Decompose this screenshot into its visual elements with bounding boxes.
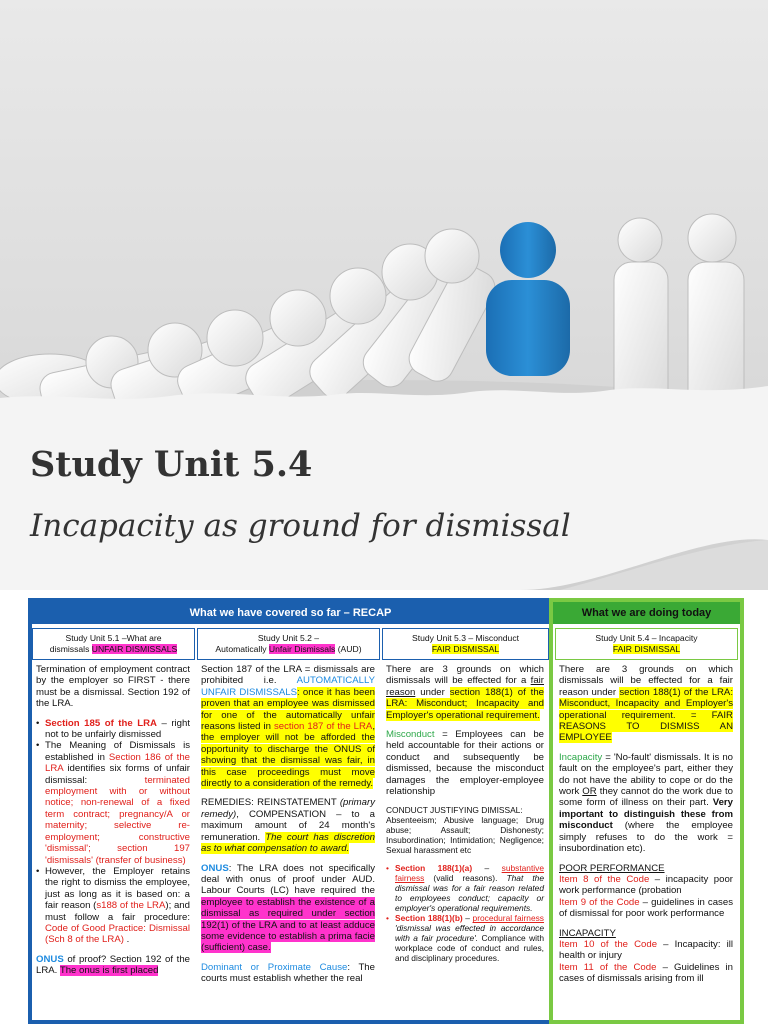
column-study-unit-5-3 <box>382 628 549 1024</box>
column-heading: Study Unit 5.4 – Incapacity FAIR DISMISSAL <box>555 628 738 660</box>
today-header: What we are doing today <box>553 602 740 624</box>
list-item: • Section 185 of the LRA – right not to be unfairly dismissed <box>36 718 190 741</box>
column-body: Section 187 of the LRA = dismissals are prohibited i.e. AUTOMATICALLY UNFAIR DISMISSALS: once it has been proven that an employee was dismissed for one of the automatically unfair reasons listed in section 187 of the LRA, the employer will not be afforded the opportunity to discharge the ONUS of showing that the dismissal was fair, in this case proceedings must move directly to a consideration of the remedy. REMEDIES: REINSTATEMENT (primary remedy), COMPENSATION – to a maximum amount of 24 month's remuneration. The court has discretion as to what compensation to award. ONUS: The LRA does not specifically deal with onus of proof under AUD. Labour Courts (LC) have required the employee to establish the existence of a dismissal as required under section 192(1) of the LRA and to at least adduce some evidence to establish a prima facie (sufficient) case. Dominant or Proximate Cause: The courts must establish whether the real <box>201 664 375 985</box>
highlight: FAIR DISMISSAL <box>431 643 500 654</box>
highlight: FAIR DISMISSAL <box>612 643 681 654</box>
list-item: • However, the Employer retains the right to dismiss the employee, just as long as it is based on: a fair reason (s188 of the LRA); and must follow a fair procedure: Code of Good Practice: Dismissal (Sch 8 of the LRA) . <box>36 866 190 946</box>
highlight: Unfair Dismissals <box>268 643 336 654</box>
column-heading: Study Unit 5.2 – Automatically Unfair Dismissals (AUD) <box>197 628 380 660</box>
list-item: • The Meaning of Dismissals is established in Section 186 of the LRA identifies six forms of unfair dismissal: terminated employment with or without notice; non-renewal of a fixed term contract; pregnancy/A or maternity; selective re-employment; constructive 'dismissal'; section 197 'dismissals' (transfer of business) <box>36 740 190 865</box>
column-heading: Study Unit 5.3 – Misconduct FAIR DISMISSAL <box>382 628 549 660</box>
column-study-unit-5-4 <box>555 628 738 1024</box>
column-heading: Study Unit 5.1 –What are dismissals UNFAIR DISMISSALS <box>32 628 195 660</box>
column-body: Termination of employment contract by the employer so FIRST - there must be a dismissal. Section 192 of the LRA. • Section 185 of the LRA – right not to be unfairly dismissed • The Meaning of Dismissals is established in Section 186 of the LRA identifies six forms of unfair dismissal: terminated employment with or without notice; non-renewal of a fixed term contract; pregnancy/A or maternity; selective re-employment; constructive 'dismissal'; section 197 'dismissals' (transfer of business) • However, the Employer retains the right to dismiss the employee, just as long as it is based on: a fair reason (s188 of the LRA); and must follow a fair procedure: Code of Good Practice: Dismissal (Sch 8 of the LRA) . ONUS of proof? Section 192 of the LRA. The onus is first placed <box>32 660 195 977</box>
column-body: There are 3 grounds on which dismissals will be effected for a fair reason under section 188(1) of the LRA: Misconduct; Incapacity and Employer's operational requirement. Misconduct = Employees can be held accountable for their actions or conduct and subsequently be dismissed, because the misconduct damages the employer-employee relationship CONDUCT JUSTIFYING DIMISSAL: Absenteeism; Abusive language; Drug abuse; Assault; Dishonesty; Insubordination; Intimidation; Negligence; Sexual harassment etc • Section 188(1)(a) – substantive fairness (valid reasons). That the dismissal was for a fair reason related to employees conduct; capacity or employer's operational requirements. • Section 188(1)(b) – procedural fairness 'dismissal was effected in accordance with a fair procedure'. Compliance with workplace code of conduct and rules, and disciplinary procedures. <box>382 660 549 963</box>
page-subtitle: Incapacity as ground for dismissal <box>30 508 571 544</box>
bullet-list <box>36 718 190 946</box>
column-study-unit-5-1 <box>32 628 195 1024</box>
column-study-unit-5-2 <box>197 628 380 1024</box>
today-panel <box>549 598 744 1024</box>
page-title: Study Unit 5.4 <box>30 444 313 485</box>
recap-header: What we have covered so far – RECAP <box>32 602 549 624</box>
highlight: UNFAIR DISMISSALS <box>91 643 178 654</box>
blue-figure <box>486 222 570 376</box>
column-body: There are 3 grounds on which dismissals will be effected for a fair reason under section 188(1) of the LRA: Misconduct, Incapacity and Employer's operational requirement. = FAIR REASONS TO DISMISS AN EMPLOYEE Incapacity = 'No-fault' dismissals. It is no fault on the employee's part, either they do not have the ability to cope or do the work OR they cannot do the work due to some form of illness on their part. Very important to distinguish these from misconduct (where the employee simply refuses to do the work = insubordination etc). POOR PERFORMANCE Item 8 of the Code – incapacity poor work performance (probation Item 9 of the Code – guidelines in cases of dismissal for poor work performance INCAPACITY Item 10 of the Code – Incapacity: ill health or injury Item 11 of the Code – Guidelines in cases of dismissals arising from ill <box>559 664 734 985</box>
list-item: • Section 188(1)(b) – procedural fairness 'dismissal was effected in accordance with a fair procedure'. Compliance with workplace code of conduct and rules, and disciplinary procedures. <box>386 913 544 963</box>
list-item: • Section 188(1)(a) – substantive fairness (valid reasons). That the dismissal was for a fair reason related to employees conduct; capacity or employer's operational requirements. <box>386 863 544 913</box>
bullet-list <box>386 863 544 963</box>
